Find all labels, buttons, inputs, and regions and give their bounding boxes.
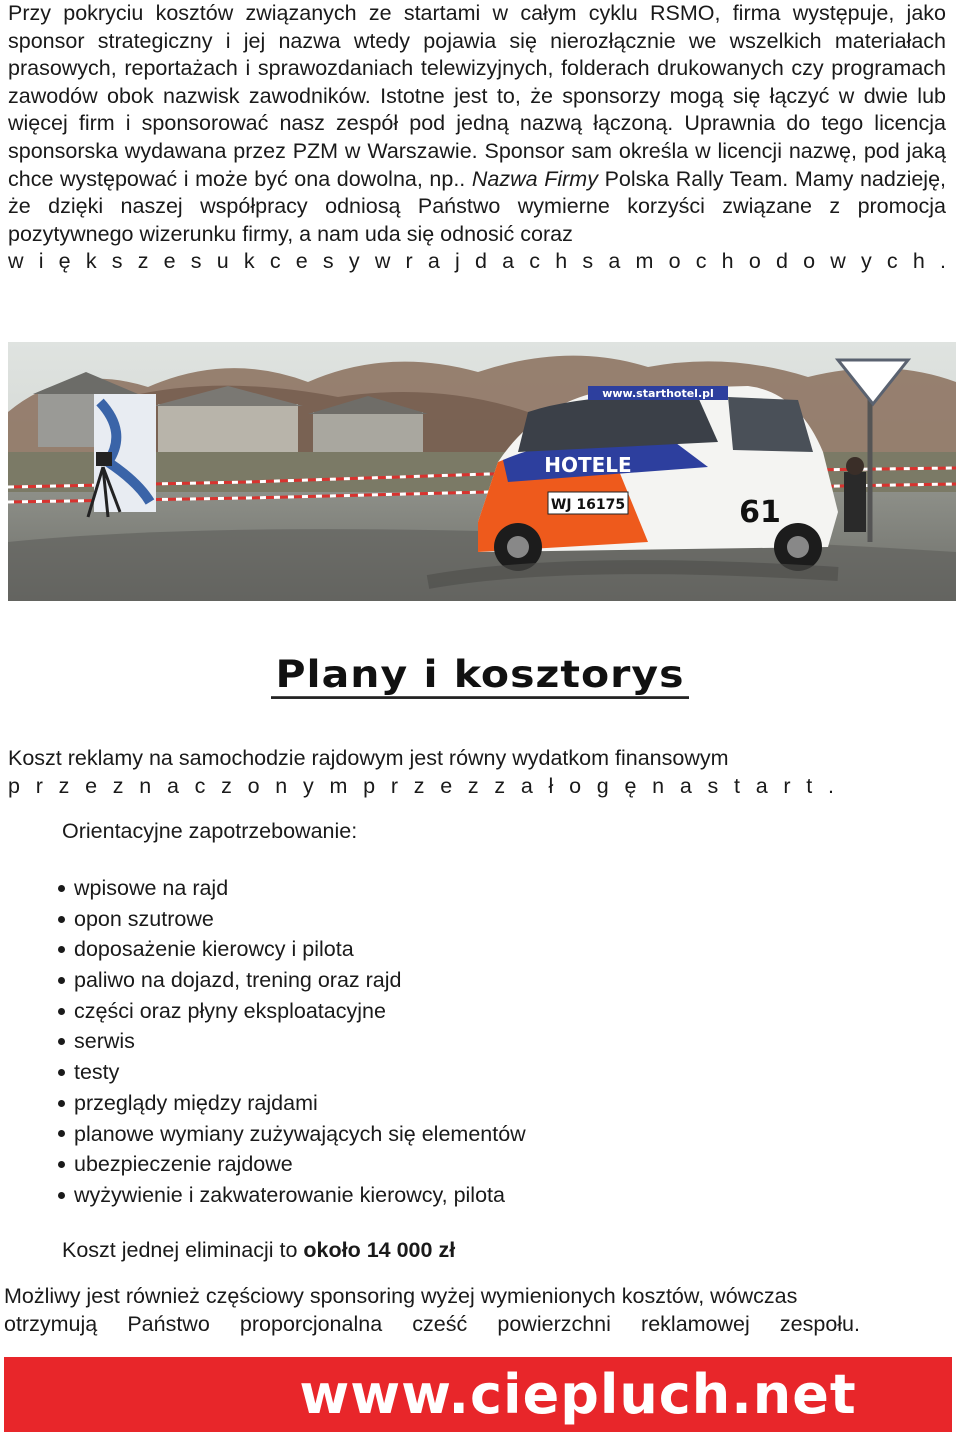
rally-car-illustration <box>8 342 956 601</box>
intro-text: Przy pokryciu kosztów związanych ze startami w całym cyklu RSMO, firma występuje, jako sponsor strategiczny i jej nazwa wtedy pojawia się nierozłącznie we wszelkich materiałach prasowych, reportażach i sprawozdaniach telewizyjnych, folderach drukowanych czy programach zawodów obok nazwisk zawodników. Istotne jest to, że sponsorzy mogą się łączyć w dwie lub więcej firm i sponsorować nasz zespół pod jedną nazwą łączoną. Uprawnia do tego licencja sponsorska wydawana przez PZM w Warszawie. Sponsor sam określa w licencji nazwę, pod jaką chce występować i może być ona dowolna, np.. <box>8 1 946 191</box>
hood-text: HOTELE <box>544 453 632 477</box>
bullet-icon <box>58 1069 65 1076</box>
bullet-icon <box>58 916 65 923</box>
list-item: wpisowe na rajd <box>56 873 526 904</box>
list-item: paliwo na dojazd, trening oraz rajd <box>56 965 526 996</box>
list-item: serwis <box>56 1026 526 1057</box>
intro-last-line: w i ę k s z e s u k c e s y w r a j d a c h s a m o c h o d o w y c h . <box>8 249 946 274</box>
footer-url[interactable]: www.ciepluch.net <box>299 1363 857 1426</box>
list-item: testy <box>56 1057 526 1088</box>
partial-line-2: otrzymują Państwo proporcjonalna cześć powierzchni reklamowej zespołu. <box>4 1312 860 1336</box>
bullet-icon <box>58 885 65 892</box>
bullet-icon <box>58 977 65 984</box>
cost-line-1: Koszt reklamy na samochodzie rajdowym jest równy wydatkom finansowym <box>8 746 729 770</box>
needs-list <box>56 873 526 1211</box>
total-amount: około 14 000 zł <box>303 1238 456 1262</box>
windshield-banner-text: www.starthotel.pl <box>602 387 714 400</box>
bullet-icon <box>58 1161 65 1168</box>
bullet-icon <box>58 1100 65 1107</box>
bullet-icon <box>58 1038 65 1045</box>
total-cost <box>62 1236 455 1264</box>
needs-title: Orientacyjne zapotrzebowanie: <box>62 819 358 843</box>
bullet-icon <box>58 1192 65 1199</box>
list-item: ubezpieczenie rajdowe <box>56 1149 526 1180</box>
list-item: doposażenie kierowcy i pilota <box>56 934 526 965</box>
list-item: części oraz płyny eksploatacyjne <box>56 996 526 1027</box>
bullet-icon <box>58 946 65 953</box>
partial-line-1: Możliwy jest również częściowy sponsoring wyżej wymienionych kosztów, wówczas <box>4 1284 798 1308</box>
license-plate: WJ 16175 <box>550 497 626 513</box>
list-item: planowe wymiany zużywających się elementów <box>56 1119 526 1150</box>
list-item: przeglądy między rajdami <box>56 1088 526 1119</box>
list-item: opon szutrowe <box>56 904 526 935</box>
intro-paragraph <box>8 0 946 276</box>
partial-sponsoring-paragraph <box>4 1282 860 1338</box>
section-heading-text: Plany i kosztorys <box>271 652 688 699</box>
cost-line-2: p r z e z n a c z o n y m p r z e z z a ł o g ę n a s t a r t . <box>8 773 834 798</box>
bullet-icon <box>58 1130 65 1137</box>
section-heading <box>0 650 960 701</box>
cost-paragraph <box>8 745 834 800</box>
total-label: Koszt jednej eliminacji to <box>62 1238 298 1262</box>
intro-emphasis: Nazwa Firmy <box>471 166 598 191</box>
bullet-icon <box>58 1008 65 1015</box>
list-item: wyżywienie i zakwaterowanie kierowcy, pilota <box>56 1180 526 1211</box>
door-number: 61 <box>739 495 781 530</box>
footer-banner <box>4 1357 952 1432</box>
rally-car-photo <box>8 342 956 601</box>
intro-text-continued: Polska Rally Team. Mamy nadzieję, że dzięki naszej współpracy odniosą Państwo wymierne korzyści związane z promocja pozytywnego wizerunku firmy, a nam uda się odnosić coraz <box>8 166 947 246</box>
